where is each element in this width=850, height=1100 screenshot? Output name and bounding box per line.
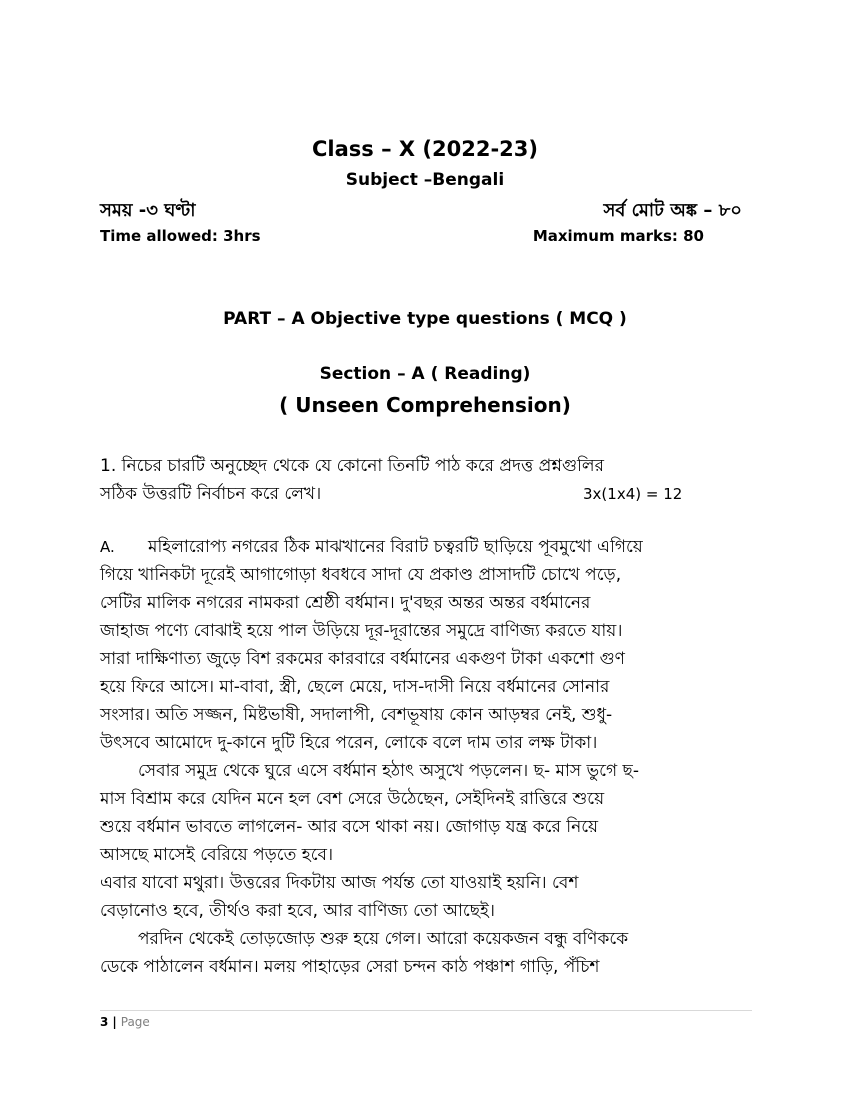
passage-line: ডেকে পাঠালেন বর্ধমান। মলয় পাহাড়ের সেরা চন্দন কাঠ পঞ্চাশ গাড়ি, পঁচিশ <box>100 957 600 977</box>
passage-line: উৎসবে আমোদে দু-কানে দুটি হিরে পরেন, লোকে বলে দাম তার লক্ষ টাকা। <box>100 733 598 753</box>
footer-separator: | <box>112 1015 117 1029</box>
passage-line <box>100 533 760 561</box>
class-title: Class – X (2022-23) <box>312 137 538 161</box>
page-footer <box>100 1010 752 1029</box>
question-1-line-1: 1. নিচের চারটি অনুচ্ছেদ থেকে যে কোনো তিনটি পাঠ করে প্রদত্ত প্রশ্নগুলির <box>100 456 604 476</box>
passage-line: সারা দাক্ষিণাত্য জুড়ে বিশ রকমের কারবারে বর্ধমানের একগুণ টাকা একশো গুণ <box>100 649 625 669</box>
passage-line: মাস বিশ্রাম করে যেদিন মনে হল বেশ সেরে উঠেছেন, সেইদিনই রাত্তিরে শুয়ে <box>100 789 605 809</box>
passage-line: শুয়ে বর্ধমান ভাবতে লাগলেন- আর বসে থাকা নয়। জোগাড় যন্ত্র করে নিয়ে <box>100 817 599 837</box>
question-1-marks: 3x(1x4) = 12 <box>583 485 683 503</box>
page-label: Page <box>120 1015 150 1029</box>
time-allowed-english: Time allowed: 3hrs <box>100 227 261 245</box>
question-1 <box>100 452 740 508</box>
time-allowed-bengali: সময় -৩ ঘণ্টা <box>100 200 196 221</box>
passage-line: পরদিন থেকেই তোড়জোড় শুরু হয়ে গেল। আরো কয়েকজন বন্ধু বণিককে <box>138 929 629 949</box>
page-number: 3 <box>100 1015 109 1029</box>
section-title: Section – A ( Reading) <box>319 364 531 384</box>
part-title: PART – A Objective type questions ( MCQ ) <box>223 309 627 329</box>
passage-line: এবার যাবো মথুরা। উত্তরের দিকটায় আজ পর্যন্ত তো যাওয়াই হয়নি। বেশ <box>100 873 579 893</box>
total-marks-bengali: সর্ব মোট অঙ্ক – ৮০ <box>603 200 742 221</box>
question-1-line-2: সঠিক উত্তরটি নির্বাচন করে লেখ। <box>100 484 322 504</box>
passage-line: সেবার সমুদ্র থেকে ঘুরে এসে বর্ধমান হঠাৎ অসুখে পড়লেন। ছ- মাস ভুগে ছ- <box>138 761 639 781</box>
subsection-title: ( Unseen Comprehension) <box>279 393 571 417</box>
passage-line-text: মহিলারোপ্য নগরের ঠিক মাঝখানের বিরাট চত্বরটি ছাড়িয়ে পূবমুখো এগিয়ে <box>148 537 643 557</box>
passage-label: A. <box>100 538 115 556</box>
question-1-line-2-row <box>100 480 740 508</box>
passage-line: বেড়ানোও হবে, তীর্থও করা হবে, আর বাণিজ্য তো আছেই। <box>100 901 495 921</box>
maximum-marks-english: Maximum marks: 80 <box>532 227 704 245</box>
passage-line: হয়ে ফিরে আসে। মা-বাবা, স্ত্রী, ছেলে মেয়ে, দাস-দাসী নিয়ে বর্ধমানের সোনার <box>100 677 610 697</box>
passage-line: সংসার। অতি সজ্জন, মিষ্টভাষী, সদালাপী, বেশভূষায় কোন আড়ম্বর নেই, শুধু- <box>100 705 613 725</box>
passage-line: গিয়ে খানিকটা দূরেই আগাগোড়া ধবধবে সাদা যে প্রকাণ্ড প্রাসাদটি চোখে পড়ে, <box>100 565 622 585</box>
passage-line: জাহাজ পণ্যে বোঝাই হয়ে পাল উড়িয়ে দূর-দূরান্তের সমুদ্রে বাণিজ্য করতে যায়। <box>100 621 623 641</box>
passage-a <box>100 533 760 981</box>
subject-title: Subject –Bengali <box>345 170 505 190</box>
passage-line: আসছে মাসেই বেরিয়ে পড়তে হবে। <box>100 845 334 865</box>
passage-line: সেটির মালিক নগরের নামকরা শ্রেষ্ঠী বর্ধমান। দু'বছর অন্তর অন্তর বর্ধমানের <box>100 593 591 613</box>
